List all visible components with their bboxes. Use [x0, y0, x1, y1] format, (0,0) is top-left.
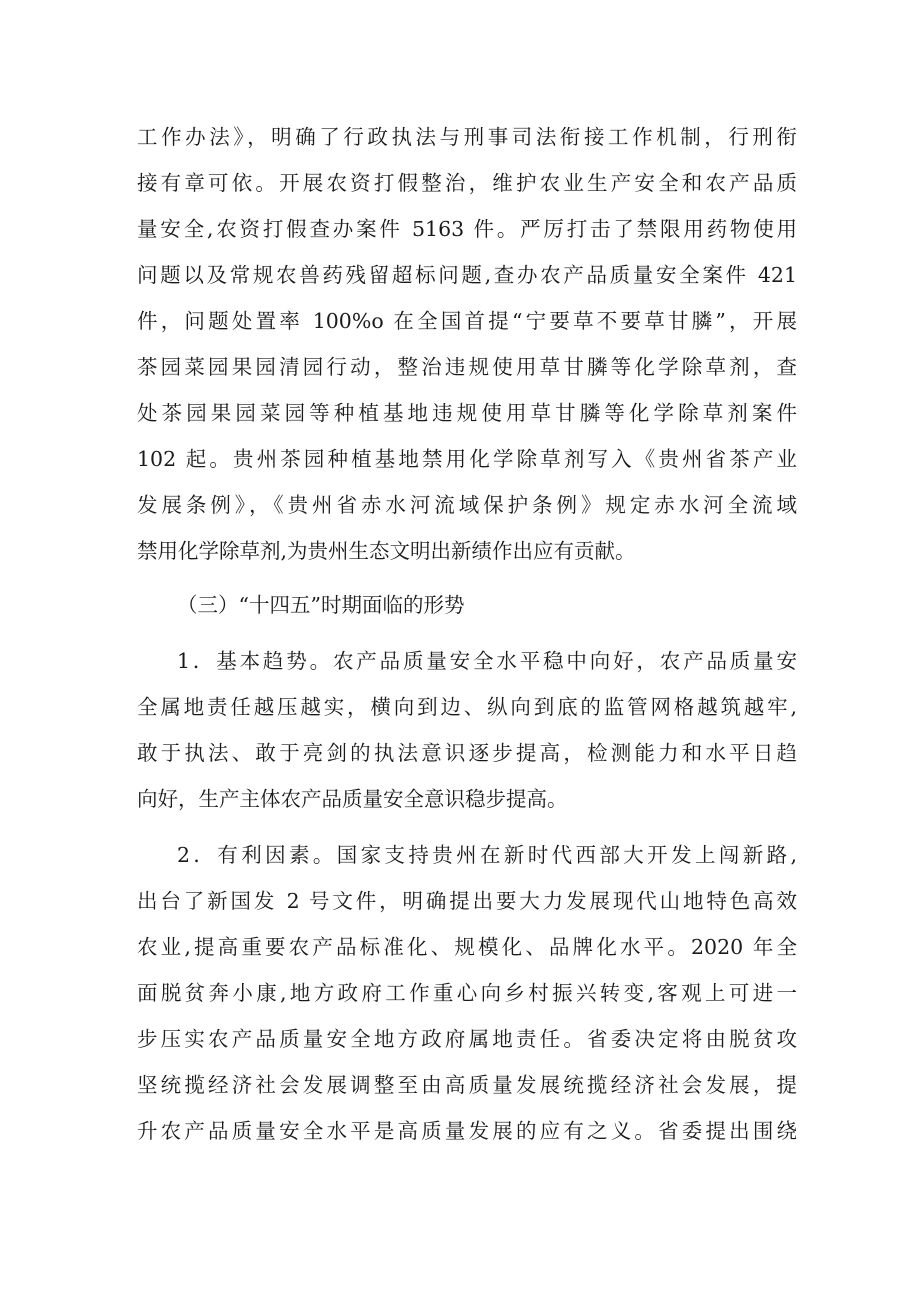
- text-line: 茶园菜园果园清园行动，整治违规使用草甘膦等化学除草剂，查: [137, 355, 797, 379]
- text-line: 发展条例》，《贵州省赤水河流域保护条例》规定赤水河全流域: [137, 493, 797, 517]
- text-line: 2．有利因素。国家支持贵州在新时代西部大开发上闯新路,: [177, 843, 797, 867]
- paragraph-basic-trend: [137, 638, 797, 822]
- text-line: 出台了新国发 2 号文件，明确提出要大力发展现代山地特色高效: [137, 889, 797, 913]
- text-line: 工作办法》，明确了行政执法与刑事司法衔接工作机制，行刑衔: [137, 125, 797, 149]
- text-line: 件，问题处置率 100%o 在全国首提“宁要草不要草甘膦”，开展: [137, 309, 797, 333]
- text-line: 禁用化学除草剂,为贵州生态文明出新绩作出应有贡献。: [137, 539, 636, 563]
- text-line: 敢于执法、敢于亮剑的执法意识逐步提高，检测能力和水平日趋: [137, 741, 797, 765]
- text-line: 升农产品质量安全水平是高质量发展的应有之义。省委提出围绕: [137, 1119, 797, 1143]
- text-line: 量安全,农资打假查办案件 5163 件。严厉打击了禁限用药物使用: [137, 217, 797, 241]
- text-line: 处茶园果园菜园等种植基地违规使用草甘膦等化学除草剂案件: [137, 401, 797, 425]
- text-line: 步压实农产品质量安全地方政府属地责任。省委决定将由脱贫攻: [137, 1027, 797, 1051]
- document-body: [137, 114, 797, 1154]
- text-line: 面脱贫奔小康,地方政府工作重心向乡村振兴转变,客观上可进一: [137, 981, 797, 1005]
- text-line: 坚统揽经济社会发展调整至由高质量发展统揽经济社会发展，提: [137, 1073, 797, 1097]
- text-line: 向好，生产主体农产品质量安全意识稳步提高。: [137, 787, 568, 811]
- text-line: 1．基本趋势。农产品质量安全水平稳中向好，农产品质量安: [177, 649, 797, 673]
- text-line: 问题以及常规农兽药残留超标问题,查办农产品质量安全案件 421: [137, 263, 797, 287]
- text-line: 全属地责任越压越实，横向到边、纵向到底的监管网格越筑越牢,: [137, 695, 797, 719]
- paragraph-law-enforcement: [137, 114, 797, 574]
- text-line: 接有章可依。开展农资打假整治，维护农业生产安全和农产品质: [137, 171, 797, 195]
- text-line: 102 起。贵州茶园种植基地禁用化学除草剂写入《贵州省茶产业: [137, 447, 797, 471]
- text-line: 农业,提高重要农产品标准化、规模化、品牌化水平。2020 年全: [137, 935, 797, 959]
- paragraph-favorable-factors: [137, 832, 797, 1154]
- section-heading-text: （三）“十四五”时期面临的形势: [177, 593, 465, 617]
- section-heading: [137, 582, 797, 628]
